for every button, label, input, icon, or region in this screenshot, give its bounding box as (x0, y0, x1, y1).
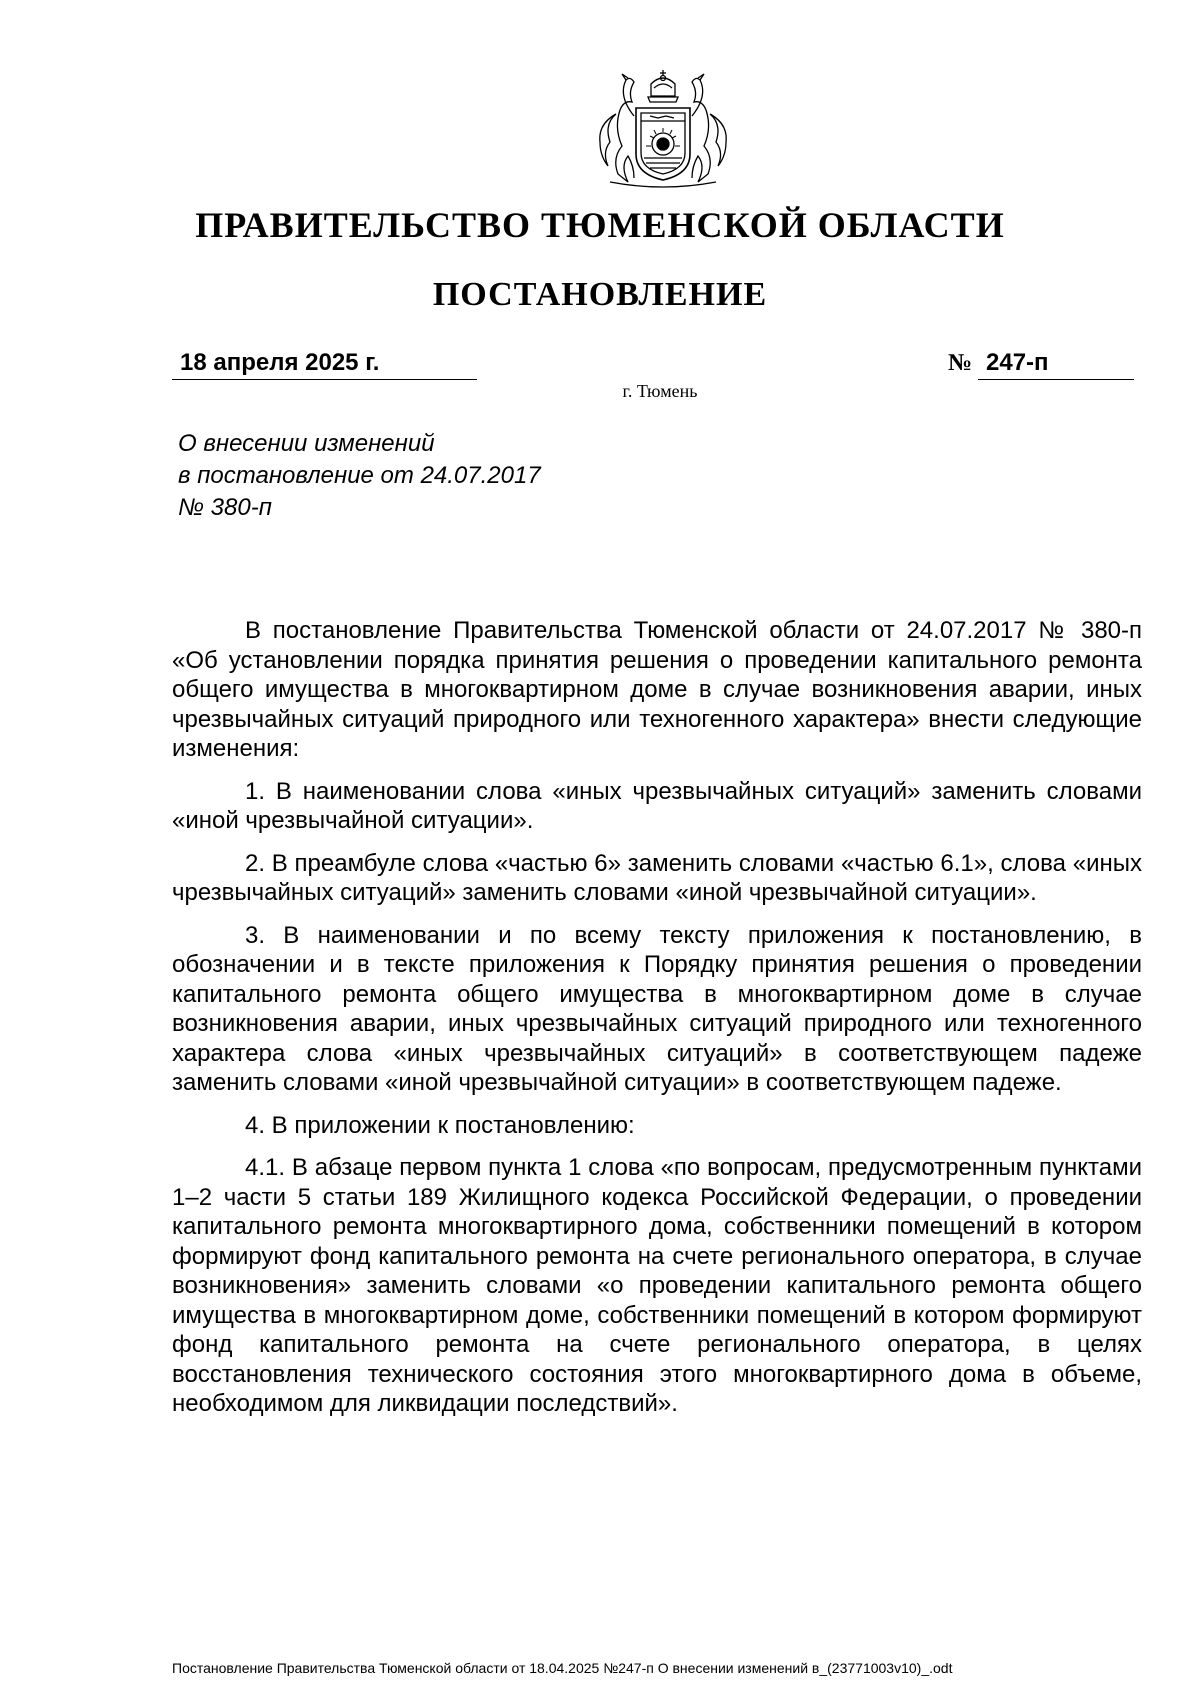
number-sign: № (948, 350, 973, 376)
document-city: г. Тюмень (622, 381, 698, 401)
document-body (172, 616, 1142, 1432)
document-number: 247-п (978, 350, 1134, 380)
body-paragraph: В постановление Правительства Тюменской области от 24.07.2017 № 380-п «Об установлении порядка принятия решения о проведении капитального ремонта общего имущества в многоквартирном доме в случае возникновения аварии, иных чрезвычайных ситуаций природного или техногенного характера» внести следующие изменения: (172, 617, 1142, 762)
body-paragraph: 1. В наименовании слова «иных чрезвычайных ситуаций» заменить словами «иной чрезвычайной ситуации». (172, 777, 1142, 834)
body-paragraph: 3. В наименовании и по всему тексту приложения к постановлению, в обозначении и в тексте приложения к Порядку принятия решения о проведении капитального ремонта общего имущества в многоквартирном доме в случае возникновения аварии, иных чрезвычайных ситуаций природного или техногенного характера слова «иных чрезвычайных ситуаций» в соответствующем падеже заменить словами «иной чрезвычайной ситуации» в соответствующем падеже. (172, 921, 1142, 1096)
body-paragraph: 2. В преамбуле слова «частью 6» заменить словами «частью 6.1», слова «иных чрезвычайных ситуаций» заменить словами «иной чрезвычайной ситуации». (172, 849, 1142, 906)
organization-title: ПРАВИТЕЛЬСТВО ТЮМЕНСКОЙ ОБЛАСТИ (195, 205, 1005, 245)
document-date: 18 апреля 2025 г. (172, 350, 477, 380)
document-type: ПОСТАНОВЛЕНИЕ (432, 276, 768, 313)
coat-of-arms-icon (588, 66, 738, 190)
subject-line: О внесении изменений (178, 430, 435, 457)
document-subject (178, 428, 698, 524)
subject-line: в постановление от 24.07.2017 (178, 462, 541, 489)
body-paragraph: 4. В приложении к постановлению: (245, 1111, 635, 1139)
page-footer: Постановление Правительства Тюменской области от 18.04.2025 №247-п О внесении изменений в_(23771003v10)_.odt (172, 1660, 953, 1676)
body-paragraph: 4.1. В абзаце первом пункта 1 слова «по вопросам, предусмотренным пунктами 1–2 части 5 статьи 189 Жилищного кодекса Российской Федерации, о проведении капитального ремонта многоквартирного дома, собственники помещений в котором формируют фонд капитального ремонта на счете регионального оператора, в случае возникновения» заменить словами «о проведении капитального ремонта общего имущества в многоквартирном доме, собственники помещений в котором формируют фонд капитального ремонта на счете регионального оператора, в целях восстановления технического состояния этого многоквартирного дома в объеме, необходимом для ликвидации последствий». (172, 1154, 1142, 1417)
subject-line: № 380-п (178, 494, 272, 521)
